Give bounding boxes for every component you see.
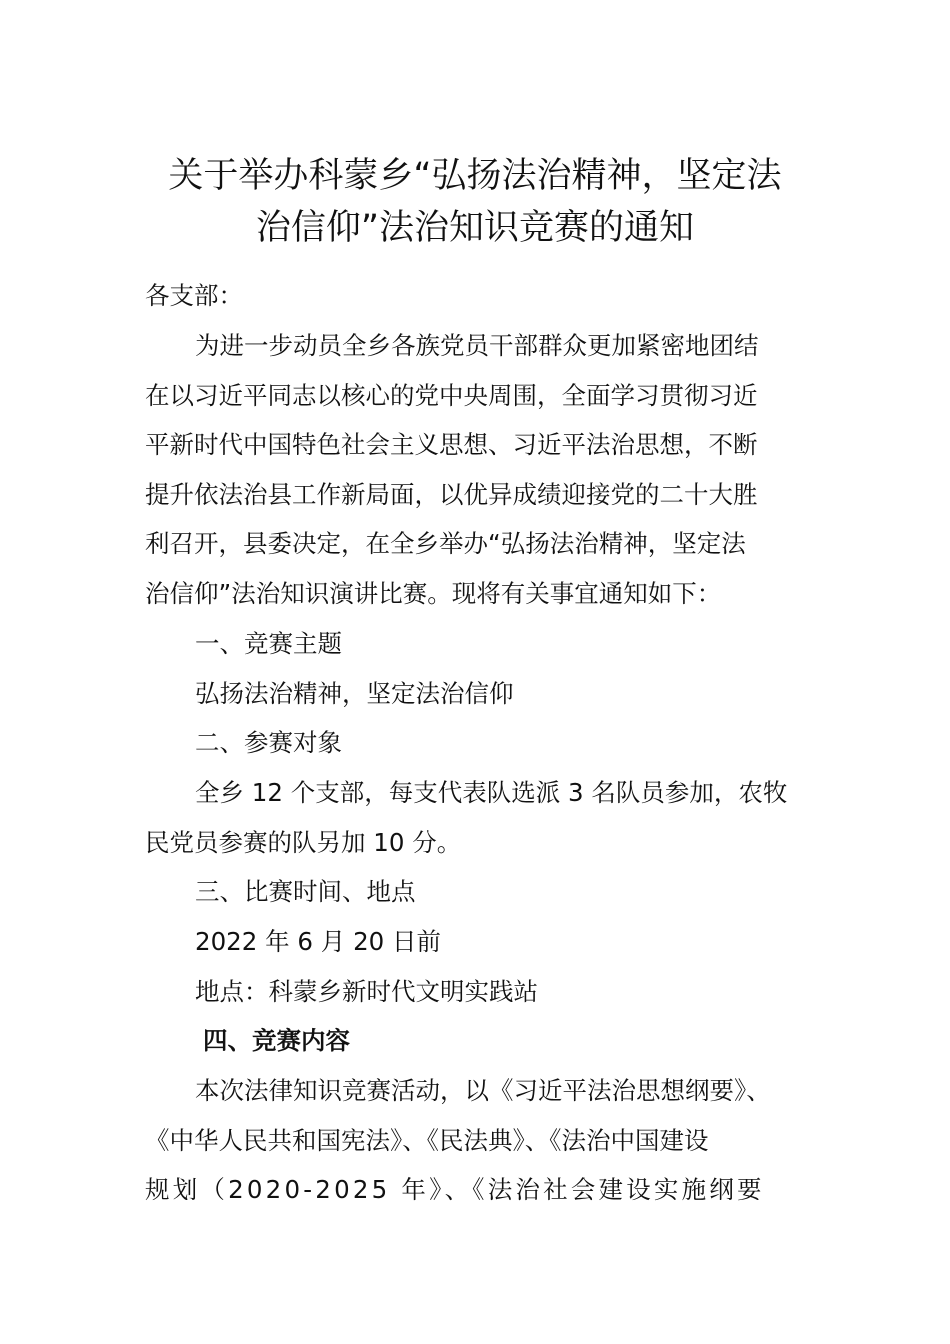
title-line-2: 治信仰”法治知识竞赛的通知: [255, 208, 695, 248]
document-title: [140, 150, 810, 254]
intro-paragraph-line-1: 为进一步动员全乡各族党员干部群众更加紧密地团结: [195, 331, 759, 360]
section-4-line-3: 规划（2020-2025 年》、《法治社会建设实施纲要: [145, 1175, 765, 1204]
intro-paragraph-line-2: 在以习近平同志以核心的党中央周围，全面学习贯彻习近: [145, 381, 758, 410]
section-1-heading: 一、竞赛主题: [195, 629, 342, 658]
intro-paragraph-line-3: 平新时代中国特色社会主义思想、习近平法治思想，不断: [145, 430, 758, 459]
section-2-heading: 二、参赛对象: [195, 728, 342, 757]
title-line-1: 关于举办科蒙乡“弘扬法治精神，坚定法: [168, 156, 782, 196]
intro-paragraph-line-5: 利召开，县委决定，在全乡举办“弘扬法治精神，坚定法: [145, 529, 746, 558]
section-1-body: 弘扬法治精神，坚定法治信仰: [195, 679, 514, 708]
section-3-heading: 三、比赛时间、地点: [195, 877, 416, 906]
section-4-line-2: 《中华人民共和国宪法》、《民法典》、《法治中国建设: [145, 1126, 709, 1155]
section-2-body-line-1: 全乡 12 个支部，每支代表队选派 3 名队员参加，农牧: [195, 778, 788, 807]
section-2-body-line-2: 民党员参赛的队另加 10 分。: [145, 828, 462, 857]
section-4-heading: 四、竞赛内容: [203, 1026, 350, 1055]
salutation: 各支部：: [145, 281, 243, 310]
intro-paragraph-line-6: 治信仰”法治知识演讲比赛。现将有关事宜通知如下：: [145, 579, 722, 608]
section-3-place: 地点：科蒙乡新时代文明实践站: [195, 977, 538, 1006]
intro-paragraph-line-4: 提升依法治县工作新局面，以优异成绩迎接党的二十大胜: [145, 480, 758, 509]
section-4-line-1: 本次法律知识竞赛活动，以《习近平法治思想纲要》、: [195, 1076, 771, 1105]
section-3-date: 2022 年 6 月 20 日前: [195, 927, 442, 956]
